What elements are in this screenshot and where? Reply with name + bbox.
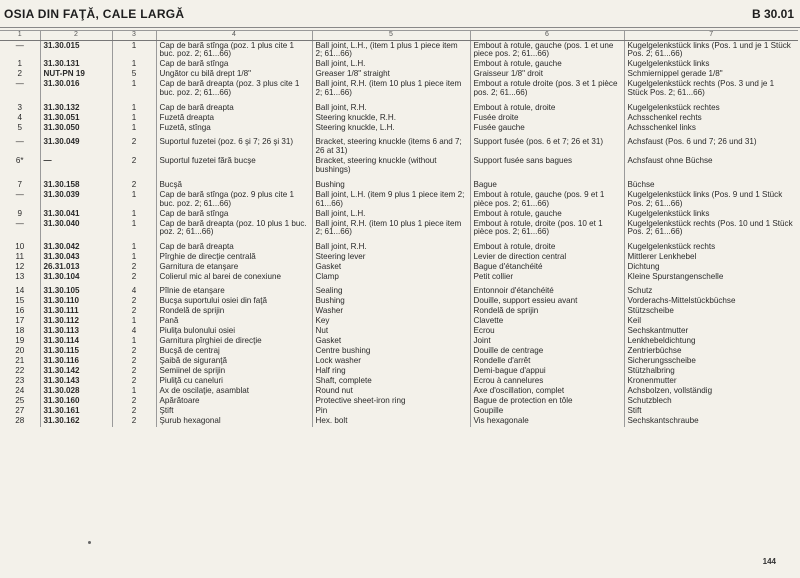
german-name-cell: Schutzblech (624, 397, 798, 407)
quantity-cell: 2 (112, 272, 156, 282)
table-row (0, 209, 798, 219)
position-cell: 18 (15, 326, 25, 336)
romanian-name-cell: Şaibă de siguranţă (156, 357, 312, 367)
romanian-name-cell: Apărătoare (156, 397, 312, 407)
french-name-cell: Demi-bague d'appui (470, 367, 624, 377)
table-row (0, 190, 798, 209)
romanian-name-cell: Cap de bară dreapta (poz. 10 plus 1 buc. poz. 2; 61...66) (156, 219, 312, 238)
quantity-cell: 1 (112, 190, 156, 209)
german-name-cell: Achsschenkel rechts (624, 113, 798, 123)
quantity-cell: 1 (112, 238, 156, 253)
table-row (0, 99, 798, 114)
quantity-cell: 2 (112, 417, 156, 427)
table-row (0, 377, 798, 387)
english-name-cell: Half ring (312, 367, 470, 377)
french-name-cell: Ecrou (470, 327, 624, 337)
table-row (0, 238, 798, 253)
part-number-cell: 31.30.028 (40, 387, 112, 397)
parts-table-body (0, 41, 798, 427)
german-name-cell: Kleine Spurstangenschelle (624, 272, 798, 282)
quantity-cell: 2 (112, 347, 156, 357)
german-name-cell: Kronenmutter (624, 377, 798, 387)
page-speck (88, 541, 91, 544)
english-name-cell: Gasket (312, 337, 470, 347)
quantity-cell: 1 (112, 337, 156, 347)
table-row (0, 80, 798, 99)
table-row (0, 417, 798, 427)
quantity-cell: 2 (112, 377, 156, 387)
part-number-cell: 31.30.160 (40, 397, 112, 407)
english-name-cell: Ball joint, L.H., (item 1 plus 1 piece item 2; 61...66) (312, 41, 470, 60)
position-cell: — (15, 79, 24, 89)
part-number-cell: 31.30.116 (40, 357, 112, 367)
part-number-cell: 31.30.105 (40, 282, 112, 297)
french-name-cell: Entonnoir d'étanchéité (470, 282, 624, 297)
table-row (0, 113, 798, 123)
position-cell: 25 (15, 396, 25, 406)
german-name-cell: Kugelgelenkstück links (Pos. 9 und 1 Stück Pos. 2; 61...66) (624, 190, 798, 209)
part-number-cell: 31.30.051 (40, 113, 112, 123)
french-name-cell: Goupille (470, 407, 624, 417)
french-name-cell: Fusée droite (470, 113, 624, 123)
german-name-cell: Kugelgelenkstück links (624, 60, 798, 70)
english-name-cell: Ball joint, L.H. (312, 209, 470, 219)
part-number-cell: 31.30.142 (40, 367, 112, 377)
quantity-cell: 1 (112, 317, 156, 327)
position-cell: 12 (15, 262, 25, 271)
english-name-cell: Ball joint, R.H. (item 10 plus 1 piece item 2; 61...66) (312, 219, 470, 238)
german-name-cell: Achsfaust ohne Büchse (624, 157, 798, 176)
romanian-name-cell: Pîlnie de etanşare (156, 282, 312, 297)
german-name-cell: Achsbolzen, vollständig (624, 387, 798, 397)
table-row (0, 123, 798, 133)
romanian-name-cell: Suportul fuzetei fără bucşe (156, 157, 312, 176)
quantity-cell: 2 (112, 357, 156, 367)
german-name-cell: Kugelgelenkstück rechtes (624, 99, 798, 114)
romanian-name-cell: Suportul fuzetei (poz. 6 şi 7; 26 şi 31) (156, 133, 312, 156)
position-cell: 10 (15, 241, 25, 251)
column-number: 6 (470, 31, 624, 41)
romanian-name-cell: Cap de bară dreapta (poz. 3 plus cite 1 buc. poz. 2; 61...66) (156, 80, 312, 99)
quantity-cell: 1 (112, 209, 156, 219)
quantity-cell: 5 (112, 70, 156, 80)
german-name-cell: Kugelgelenkstück rechts (Pos. 10 und 1 Stück Pos. 2; 61...66) (624, 219, 798, 238)
position-cell: 11 (15, 252, 24, 261)
german-name-cell: Schmiernippel gerade 1/8" (624, 70, 798, 80)
french-name-cell: Graisseur 1/8" droit (470, 70, 624, 80)
column-number: 4 (156, 31, 312, 41)
table-row (0, 307, 798, 317)
english-name-cell: Hex. bolt (312, 417, 470, 427)
position-cell: 3 (17, 102, 22, 112)
position-cell: 6* (15, 156, 24, 166)
part-number-cell: 26.31.013 (40, 262, 112, 272)
french-name-cell: Douille de centrage (470, 347, 624, 357)
table-row (0, 317, 798, 327)
romanian-name-cell: Rondelă de sprijin (156, 307, 312, 317)
english-name-cell: Protective sheet-iron ring (312, 397, 470, 407)
part-number-cell: 31.30.039 (40, 190, 112, 209)
position-cell: 17 (15, 316, 25, 326)
quantity-cell: 2 (112, 367, 156, 377)
table-row (0, 60, 798, 70)
table-row (0, 297, 798, 307)
quantity-cell: 1 (112, 219, 156, 238)
position-cell: 24 (15, 386, 25, 396)
part-number-cell: 31.30.041 (40, 209, 112, 219)
romanian-name-cell: Piuliţă cu caneluri (156, 377, 312, 387)
english-name-cell: Bracket, steering knuckle (without bushings) (312, 157, 470, 176)
table-row (0, 272, 798, 282)
position-cell: 4 (17, 113, 22, 122)
french-name-cell: Support fusée sans bagues (470, 157, 624, 176)
english-name-cell: Greaser 1/8" straight (312, 70, 470, 80)
english-name-cell: Clamp (312, 272, 470, 282)
quantity-cell: 2 (112, 262, 156, 272)
french-name-cell: Embout à rotule, droite (470, 238, 624, 253)
english-name-cell: Bushing (312, 176, 470, 191)
english-name-cell: Shaft, complete (312, 377, 470, 387)
page-title: OSIA DIN FAŢĂ, CALE LARGĂ (4, 7, 185, 21)
french-name-cell: Douille, support essieu avant (470, 297, 624, 307)
table-row (0, 157, 798, 176)
table-row (0, 176, 798, 191)
french-name-cell: Embout à rotule, gauche (470, 209, 624, 219)
table-row (0, 357, 798, 367)
part-number-cell: 31.30.113 (40, 327, 112, 337)
english-name-cell: Ball joint, R.H. (item 10 plus 1 piece item 2; 61...66) (312, 80, 470, 99)
romanian-name-cell: Şurub hexagonal (156, 417, 312, 427)
romanian-name-cell: Bucşa suportului osiei din faţă (156, 297, 312, 307)
position-cell: 13 (15, 272, 25, 281)
position-cell: 16 (15, 306, 25, 316)
english-name-cell: Centre bushing (312, 347, 470, 357)
position-cell: — (15, 219, 24, 228)
part-number-cell: 31.30.161 (40, 407, 112, 417)
french-name-cell: Embout à rotule, droite (pos. 10 et 1 pièce pos. 2; 61...66) (470, 219, 624, 238)
german-name-cell: Mittlerer Lenkhebel (624, 252, 798, 262)
table-row (0, 282, 798, 297)
french-name-cell: Support fusée (pos. 6 et 7; 26 et 31) (470, 133, 624, 156)
part-number-cell: 31.30.112 (40, 317, 112, 327)
position-cell: 23 (15, 376, 25, 386)
romanian-name-cell: Cap de bară stînga (poz. 9 plus cite 1 buc. poz. 2; 61...66) (156, 190, 312, 209)
quantity-cell: 1 (112, 99, 156, 114)
position-cell: — (15, 137, 24, 147)
position-cell: 2 (17, 69, 22, 79)
french-name-cell: Bague de protection en tôle (470, 397, 624, 407)
part-number-cell: 31.30.049 (40, 133, 112, 156)
romanian-name-cell: Bucşă de centraj (156, 347, 312, 357)
french-name-cell: Rondelă de sprijin (470, 307, 624, 317)
column-number-row (0, 31, 798, 41)
table-row (0, 367, 798, 377)
column-number: 5 (312, 31, 470, 41)
french-name-cell: Vis hexagonale (470, 417, 624, 427)
english-name-cell: Bushing (312, 297, 470, 307)
english-name-cell: Ball joint, R.H. (312, 238, 470, 253)
german-name-cell: Büchse (624, 176, 798, 191)
german-name-cell: Achsschenkel links (624, 123, 798, 133)
table-row (0, 70, 798, 80)
part-number-cell: — (40, 157, 112, 176)
romanian-name-cell: Pană (156, 317, 312, 327)
english-name-cell: Steering lever (312, 252, 470, 262)
english-name-cell: Gasket (312, 262, 470, 272)
column-number: 2 (40, 31, 112, 41)
part-number-cell: 31.30.132 (40, 99, 112, 114)
romanian-name-cell: Cap de bară stînga (poz. 1 plus cite 1 buc. poz. 2; 61...66) (156, 41, 312, 60)
english-name-cell: Ball joint, L.H. (312, 60, 470, 70)
quantity-cell: 2 (112, 297, 156, 307)
french-name-cell: Petit collier (470, 272, 624, 282)
french-name-cell: Axe d'oscillation, complet (470, 387, 624, 397)
part-number-cell: 31.30.040 (40, 219, 112, 238)
german-name-cell: Zentrierbüchse (624, 347, 798, 357)
french-name-cell: Bague (470, 176, 624, 191)
quantity-cell: 2 (112, 307, 156, 317)
part-number-cell: 31.30.016 (40, 80, 112, 99)
part-number-cell: 31.30.158 (40, 176, 112, 191)
german-name-cell: Keil (624, 317, 798, 327)
english-name-cell: Steering knuckle, L.H. (312, 123, 470, 133)
german-name-cell: Kugelgelenkstück rechts (624, 238, 798, 253)
german-name-cell: Dichtung (624, 262, 798, 272)
german-name-cell: Kugelgelenkstück links (624, 209, 798, 219)
table-row (0, 133, 798, 156)
part-number-cell: 31.30.131 (40, 60, 112, 70)
position-cell: 22 (15, 366, 25, 376)
romanian-name-cell: Colierul mic al barei de conexiune (156, 272, 312, 282)
quantity-cell: 1 (112, 41, 156, 60)
french-name-cell: Ecrou à cannelures (470, 377, 624, 387)
german-name-cell: Stift (624, 407, 798, 417)
english-name-cell: Lock washer (312, 357, 470, 367)
french-name-cell: Embout à rotule, gauche (pos. 9 et 1 pièce pos. 2; 61...66) (470, 190, 624, 209)
position-cell: 20 (15, 346, 25, 356)
english-name-cell: Ball joint, R.H. (312, 99, 470, 114)
english-name-cell: Nut (312, 327, 470, 337)
german-name-cell: Sechskantmutter (624, 327, 798, 337)
french-name-cell: Rondelle d'arrêt (470, 357, 624, 367)
part-number-cell: 31.30.143 (40, 377, 112, 387)
french-name-cell: Embout a rotule droite (pos. 3 et 1 pièce pos. 2; 61...66) (470, 80, 624, 99)
header-divider (0, 27, 800, 28)
position-cell: 27 (15, 406, 25, 416)
part-number-cell: NUT-PN 19 (40, 70, 112, 80)
quantity-cell: 2 (112, 157, 156, 176)
german-name-cell: Stützscheibe (624, 307, 798, 317)
page-number: 144 (762, 557, 776, 566)
romanian-name-cell: Cap de bară stînga (156, 209, 312, 219)
romanian-name-cell: Semiinel de sprijin (156, 367, 312, 377)
position-cell: 19 (15, 336, 25, 346)
table-row (0, 407, 798, 417)
position-cell: 15 (15, 296, 25, 306)
french-name-cell: Joint (470, 337, 624, 347)
romanian-name-cell: Bucşă (156, 176, 312, 191)
german-name-cell: Kugelgelenkstück rechts (Pos. 3 und je 1 Stück Pos. 2; 61...66) (624, 80, 798, 99)
romanian-name-cell: Fuzetă dreapta (156, 113, 312, 123)
romanian-name-cell: Fuzetă, stînga (156, 123, 312, 133)
position-cell: 14 (15, 286, 25, 296)
french-name-cell: Embout à rotule, droite (470, 99, 624, 114)
quantity-cell: 1 (112, 60, 156, 70)
column-number: 3 (112, 31, 156, 41)
romanian-name-cell: Pîrghie de direcţie centrală (156, 252, 312, 262)
english-name-cell: Washer (312, 307, 470, 317)
quantity-cell: 2 (112, 176, 156, 191)
quantity-cell: 1 (112, 80, 156, 99)
table-row (0, 347, 798, 357)
part-number-cell: 31.30.114 (40, 337, 112, 347)
german-name-cell: Vorderachs-Mittelstückbüchse (624, 297, 798, 307)
english-name-cell: Bracket, steering knuckle (items 6 and 7; 26 at 31) (312, 133, 470, 156)
section-code: B 30.01 (751, 7, 794, 21)
quantity-cell: 4 (112, 327, 156, 337)
quantity-cell: 1 (112, 387, 156, 397)
position-cell: 28 (15, 416, 25, 426)
column-number: 1 (0, 31, 40, 41)
french-name-cell: Levier de direction central (470, 252, 624, 262)
romanian-name-cell: Ax de oscilaţie, asamblat (156, 387, 312, 397)
german-name-cell: Sicherungsscheibe (624, 357, 798, 367)
romanian-name-cell: Cap de bară dreapta (156, 238, 312, 253)
romanian-name-cell: Garnitura de etanşare (156, 262, 312, 272)
table-row (0, 219, 798, 238)
german-name-cell: Sechskantschraube (624, 417, 798, 427)
english-name-cell: Sealing (312, 282, 470, 297)
table-row (0, 327, 798, 337)
part-number-cell: 31.30.110 (40, 297, 112, 307)
quantity-cell: 1 (112, 113, 156, 123)
german-name-cell: Schutz (624, 282, 798, 297)
table-row (0, 387, 798, 397)
table-row (0, 337, 798, 347)
position-cell: 1 (17, 59, 22, 69)
quantity-cell: 2 (112, 133, 156, 156)
position-cell: — (15, 190, 24, 199)
part-number-cell: 31.30.104 (40, 272, 112, 282)
position-cell: 7 (17, 179, 22, 189)
quantity-cell: 2 (112, 397, 156, 407)
english-name-cell: Pin (312, 407, 470, 417)
german-name-cell: Kugelgelenkstück links (Pos. 1 und je 1 Stück Pos. 2; 61...66) (624, 41, 798, 60)
german-name-cell: Achsfaust (Pos. 6 und 7; 26 und 31) (624, 133, 798, 156)
table-row (0, 262, 798, 272)
part-number-cell: 31.30.162 (40, 417, 112, 427)
parts-table (0, 30, 798, 427)
english-name-cell: Round nut (312, 387, 470, 397)
position-cell: 9 (17, 209, 22, 218)
german-name-cell: Lenkhebeldichtung (624, 337, 798, 347)
english-name-cell: Key (312, 317, 470, 327)
part-number-cell: 31.30.111 (40, 307, 112, 317)
table-row (0, 252, 798, 262)
french-name-cell: Clavette (470, 317, 624, 327)
part-number-cell: 31.30.042 (40, 238, 112, 253)
table-row (0, 397, 798, 407)
english-name-cell: Steering knuckle, R.H. (312, 113, 470, 123)
romanian-name-cell: Ungător cu bilă drept 1/8" (156, 70, 312, 80)
position-cell: 21 (15, 356, 25, 366)
position-cell: 5 (17, 123, 22, 132)
quantity-cell: 1 (112, 252, 156, 262)
romanian-name-cell: Cap de bară stînga (156, 60, 312, 70)
table-row (0, 41, 798, 60)
romanian-name-cell: Ştift (156, 407, 312, 417)
english-name-cell: Ball joint, L.H. (item 9 plus 1 piece item 2; 61...66) (312, 190, 470, 209)
romanian-name-cell: Cap de bară dreapta (156, 99, 312, 114)
quantity-cell: 1 (112, 123, 156, 133)
romanian-name-cell: Garnitura pîrghiei de direcţie (156, 337, 312, 347)
part-number-cell: 31.30.115 (40, 347, 112, 357)
part-number-cell: 31.30.015 (40, 41, 112, 60)
french-name-cell: Bague d'étanchéité (470, 262, 624, 272)
french-name-cell: Embout à rotule, gauche (470, 60, 624, 70)
column-number: 7 (624, 31, 798, 41)
quantity-cell: 4 (112, 282, 156, 297)
part-number-cell: 31.30.043 (40, 252, 112, 262)
position-cell: — (15, 40, 24, 50)
french-name-cell: Embout à rotule, gauche (pos. 1 et une piece pos. 2; 61...66) (470, 41, 624, 60)
quantity-cell: 2 (112, 407, 156, 417)
french-name-cell: Fusée gauche (470, 123, 624, 133)
part-number-cell: 31.30.050 (40, 123, 112, 133)
german-name-cell: Stützhalbring (624, 367, 798, 377)
romanian-name-cell: Piuliţa bulonului osiei (156, 327, 312, 337)
